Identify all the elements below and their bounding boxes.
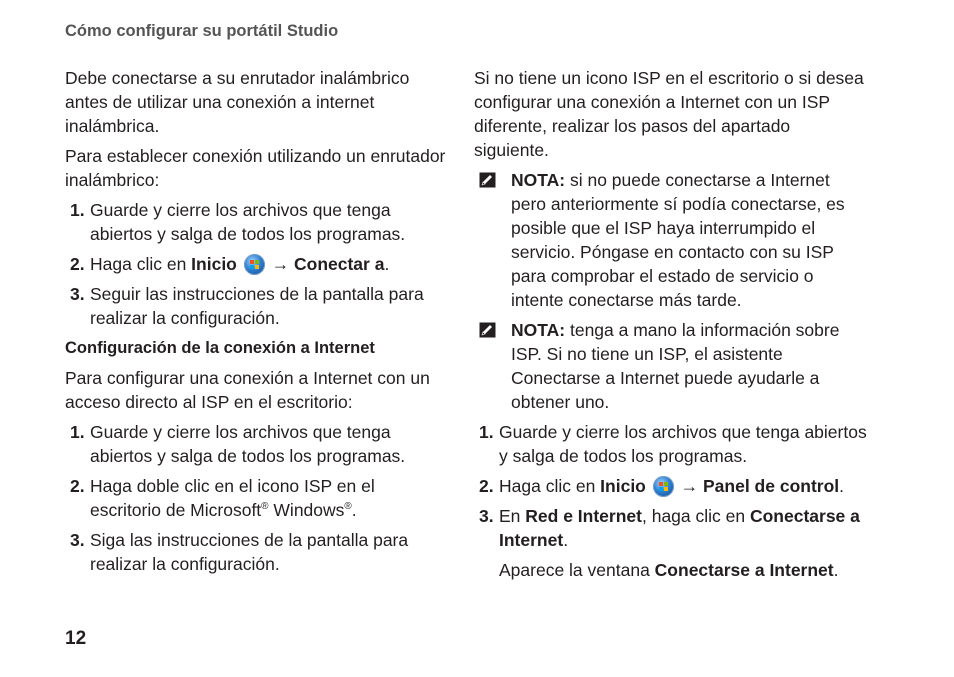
window-name: Conectarse a Internet bbox=[654, 560, 834, 580]
step-text: Guarde y cierre los archivos que tenga abiertos y salga de todos los programas. bbox=[499, 422, 867, 466]
step-text: Guarde y cierre los archivos que tenga abiertos y salga de todos los programas. bbox=[90, 422, 406, 466]
step-number: 3. bbox=[70, 530, 85, 550]
step-text: Haga doble clic en el icono ISP en el escritorio de Microsoft bbox=[90, 476, 375, 520]
step-number: 3. bbox=[70, 284, 85, 304]
step-number: 2. bbox=[70, 254, 85, 274]
steps-list bbox=[65, 198, 450, 330]
pencil-note-icon bbox=[479, 322, 496, 338]
menu-item-label: Panel de control bbox=[703, 476, 840, 496]
punctuation: . bbox=[833, 560, 839, 580]
list-item bbox=[65, 474, 450, 522]
steps-list bbox=[65, 420, 450, 576]
link-label: Conectarse a Internet bbox=[499, 506, 860, 550]
list-item bbox=[474, 504, 869, 552]
list-item bbox=[65, 252, 450, 276]
windows-start-icon bbox=[653, 476, 674, 497]
start-label: Inicio bbox=[600, 476, 646, 496]
category-label: Red e Internet bbox=[525, 506, 642, 526]
list-item bbox=[65, 420, 450, 468]
step-number: 1. bbox=[70, 200, 85, 220]
list-item bbox=[65, 282, 450, 330]
step-text: Seguir las instrucciones de la pantalla para realizar la configuración. bbox=[90, 284, 424, 328]
arrow: → bbox=[271, 254, 290, 274]
note-text: si no puede conectarse a Internet pero anteriormente sí podía conectarse, es posible que el ISP haya interrumpido el servicio. Póngase en contacto con su ISP para comprobar el estado de servicio o intente conectarse más tarde. bbox=[511, 170, 845, 310]
punctuation: . bbox=[384, 254, 390, 274]
step-text: Haga clic en bbox=[90, 254, 192, 274]
windows-start-icon bbox=[244, 254, 265, 275]
punctuation: . bbox=[351, 500, 357, 520]
registered-mark: ® bbox=[261, 501, 269, 513]
step-number: 3. bbox=[479, 506, 494, 526]
start-label: Inicio bbox=[191, 254, 237, 274]
result-prefix: Aparece la ventana bbox=[499, 560, 655, 580]
list-item bbox=[474, 420, 869, 468]
note-block bbox=[474, 318, 869, 414]
right-column bbox=[474, 66, 869, 588]
punctuation: . bbox=[839, 476, 845, 496]
registered-mark: ® bbox=[344, 501, 352, 513]
list-item bbox=[65, 198, 450, 246]
note-label: NOTA: bbox=[511, 170, 566, 190]
paragraph: Si no tiene un icono ISP en el escritorio o si desea configurar una conexión a Internet con un ISP diferente, realizar los pasos del apartado siguiente. bbox=[474, 68, 864, 160]
step-text: Haga clic en bbox=[499, 476, 601, 496]
steps-list bbox=[474, 420, 869, 552]
step-number: 1. bbox=[479, 422, 494, 442]
step-text: Siga las instrucciones de la pantalla para realizar la configuración. bbox=[90, 530, 409, 574]
note-label: NOTA: bbox=[511, 320, 566, 340]
pencil-note-icon bbox=[479, 172, 496, 188]
step-text: Guarde y cierre los archivos que tenga abiertos y salga de todos los programas. bbox=[90, 200, 406, 244]
result-text bbox=[474, 558, 869, 582]
section-heading: Configuración de la conexión a Internet bbox=[65, 339, 375, 357]
paragraph: Debe conectarse a su enrutador inalámbrico antes de utilizar una conexión a internet inalámbrica. bbox=[65, 68, 410, 136]
paragraph: Para configurar una conexión a Internet con un acceso directo al ISP en el escritorio: bbox=[65, 368, 430, 412]
page-number: 12 bbox=[65, 628, 87, 649]
menu-item-label: Conectar a bbox=[294, 254, 385, 274]
arrow: → bbox=[680, 476, 699, 496]
step-text: En bbox=[499, 506, 526, 526]
left-column bbox=[65, 66, 450, 582]
paragraph: Para establecer conexión utilizando un enrutador inalámbrico: bbox=[65, 146, 446, 190]
note-text: tenga a mano la información sobre ISP. Si no tiene un ISP, el asistente Conectarse a Internet puede ayudarle a obtener uno. bbox=[511, 320, 840, 412]
running-header: Cómo configurar su portátil Studio bbox=[65, 22, 339, 40]
list-item bbox=[474, 474, 869, 498]
punctuation: . bbox=[563, 530, 569, 550]
step-text: , haga clic en bbox=[641, 506, 750, 526]
step-number: 2. bbox=[70, 476, 85, 496]
step-number: 1. bbox=[70, 422, 85, 442]
note-block bbox=[474, 168, 869, 312]
list-item bbox=[65, 528, 450, 576]
step-text: Windows bbox=[268, 500, 345, 520]
step-number: 2. bbox=[479, 476, 494, 496]
